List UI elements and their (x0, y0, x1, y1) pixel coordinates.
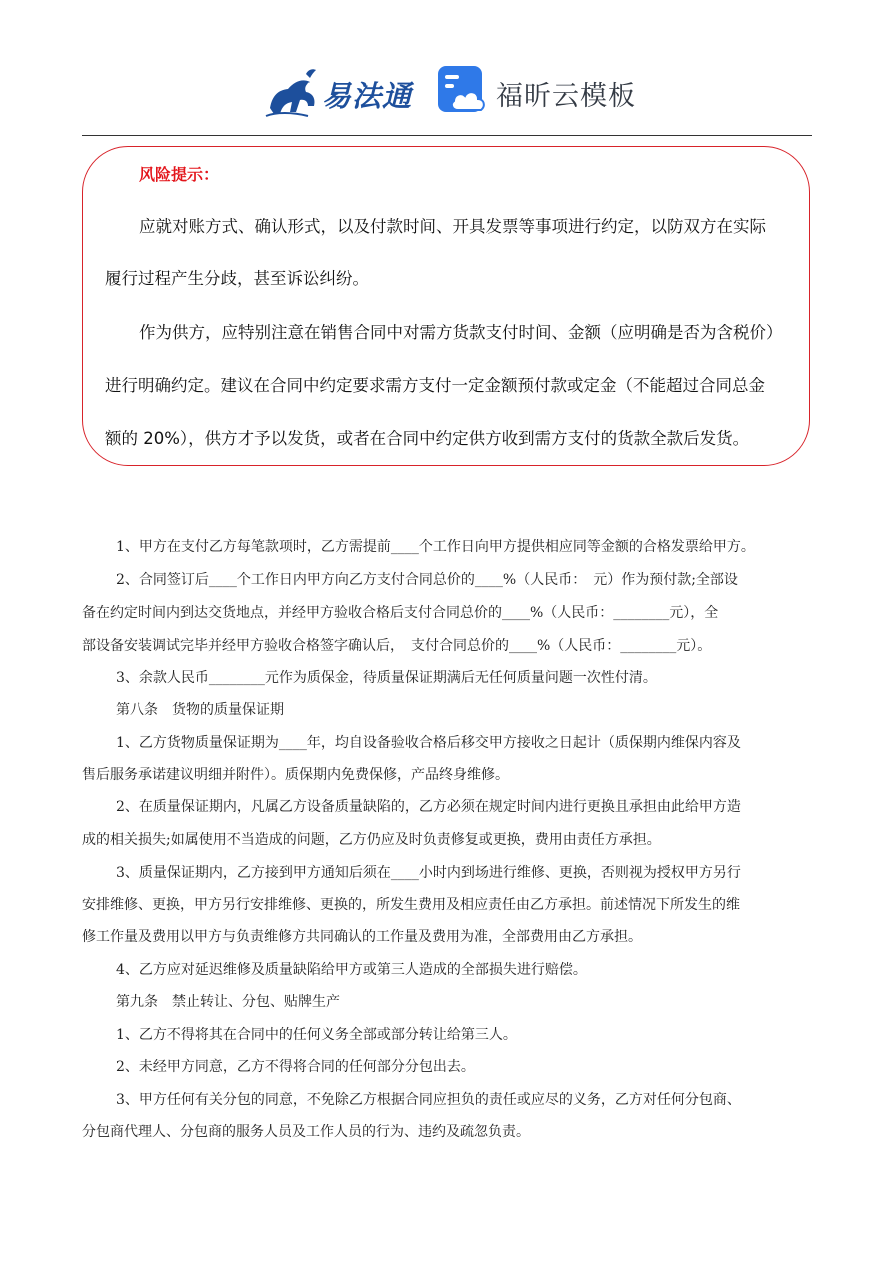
paragraph-line: 2、在质量保证期内，凡属乙方设备质量缺陷的，乙方必须在规定时间内进行更换且承担由此给甲方造 (116, 799, 741, 815)
page-header (0, 58, 893, 128)
fuxin-logo-text: 福昕云模板 (496, 81, 636, 112)
risk-line: 进行明确约定。建议在合同中约定要求需方支付一定金额预付款或定金（不能超过合同总金 (105, 376, 765, 395)
paragraph-line: 1、乙方不得将其在合同中的任何义务全部或部分转让给第三人。 (116, 1027, 517, 1043)
paragraph-line: 1、甲方在支付乙方每笔款项时，乙方需提前____个工作日向甲方提供相应同等金额的合格发票给甲方。 (116, 539, 755, 555)
paragraph-line: 售后服务承诺建议明细并附件）。质保期内免费保修，产品终身维修。 (82, 767, 509, 783)
risk-line: 作为供方，应特别注意在销售合同中对需方货款支付时间、金额（应明确是否为含税价） (139, 323, 783, 342)
qilin-icon (262, 62, 322, 122)
risk-title: 风险提示： (139, 165, 220, 184)
risk-line: 额的 20%），供方才予以发货，或者在合同中约定供方收到需方支付的货款全款后发货。 (105, 429, 750, 448)
paragraph-line: 3、质量保证期内，乙方接到甲方通知后须在____小时内到场进行维修、更换，否则视为授权甲方另行 (116, 865, 741, 881)
paragraph-line: 安排维修、更换，甲方另行安排维修、更换的，所发生费用及相应责任由乙方承担。前述情况下所发生的维 (82, 897, 740, 913)
risk-line: 应就对账方式、确认形式，以及付款时间、开具发票等事项进行约定，以防双方在实际 (139, 217, 766, 236)
paragraph-line: 备在约定时间内到达交货地点，并经甲方验收合格后支付合同总价的____%（人民币：________元），全 (82, 605, 719, 621)
paragraph-line: 部设备安装调试完毕并经甲方验收合格签字确认后， 支付合同总价的____%（人民币：________元）。 (82, 638, 712, 654)
paragraph-line: 1、乙方货物质量保证期为____年，均自设备验收合格后移交甲方接收之日起计（质保期内维保内容及 (116, 735, 741, 751)
risk-line: 履行过程产生分歧，甚至诉讼纠纷。 (105, 269, 369, 288)
paragraph-line: 分包商代理人、分包商的服务人员及工作人员的行为、违约及疏忽负责。 (82, 1124, 530, 1140)
paragraph-line: 修工作量及费用以甲方与负责维修方共同确认的工作量及费用为准，全部费用由乙方承担。 (82, 929, 642, 945)
header-divider (82, 135, 812, 136)
paragraph-line: 3、甲方任何有关分包的同意，不免除乙方根据合同应担负的责任或应尽的义务，乙方对任何分包商、 (116, 1092, 741, 1108)
yifatong-logo (262, 62, 422, 122)
paragraph-line: 4、乙方应对延迟维修及质量缺陷给甲方或第三人造成的全部损失进行赔偿。 (116, 962, 587, 978)
paragraph-line: 3、余款人民币________元作为质保金，待质量保证期满后无任何质量问题一次性付清。 (116, 670, 657, 686)
paragraph-line: 2、合同签订后____个工作日内甲方向乙方支付合同总价的____%（人民币： 元）作为预付款;全部设 (116, 572, 738, 588)
risk-notice-box (82, 146, 810, 466)
paragraph-line: 成的相关损失;如属使用不当造成的问题，乙方仍应及时负责修复或更换，费用由责任方承担。 (82, 832, 661, 848)
cloud-doc-icon (436, 64, 488, 116)
yifatong-logo-text: 易法通 (322, 79, 413, 113)
paragraph-line: 2、未经甲方同意，乙方不得将合同的任何部分分包出去。 (116, 1059, 475, 1075)
section-heading: 第八条 货物的质量保证期 (116, 702, 284, 718)
fuxin-logo (436, 64, 656, 120)
section-heading: 第九条 禁止转让、分包、贴牌生产 (116, 994, 340, 1010)
